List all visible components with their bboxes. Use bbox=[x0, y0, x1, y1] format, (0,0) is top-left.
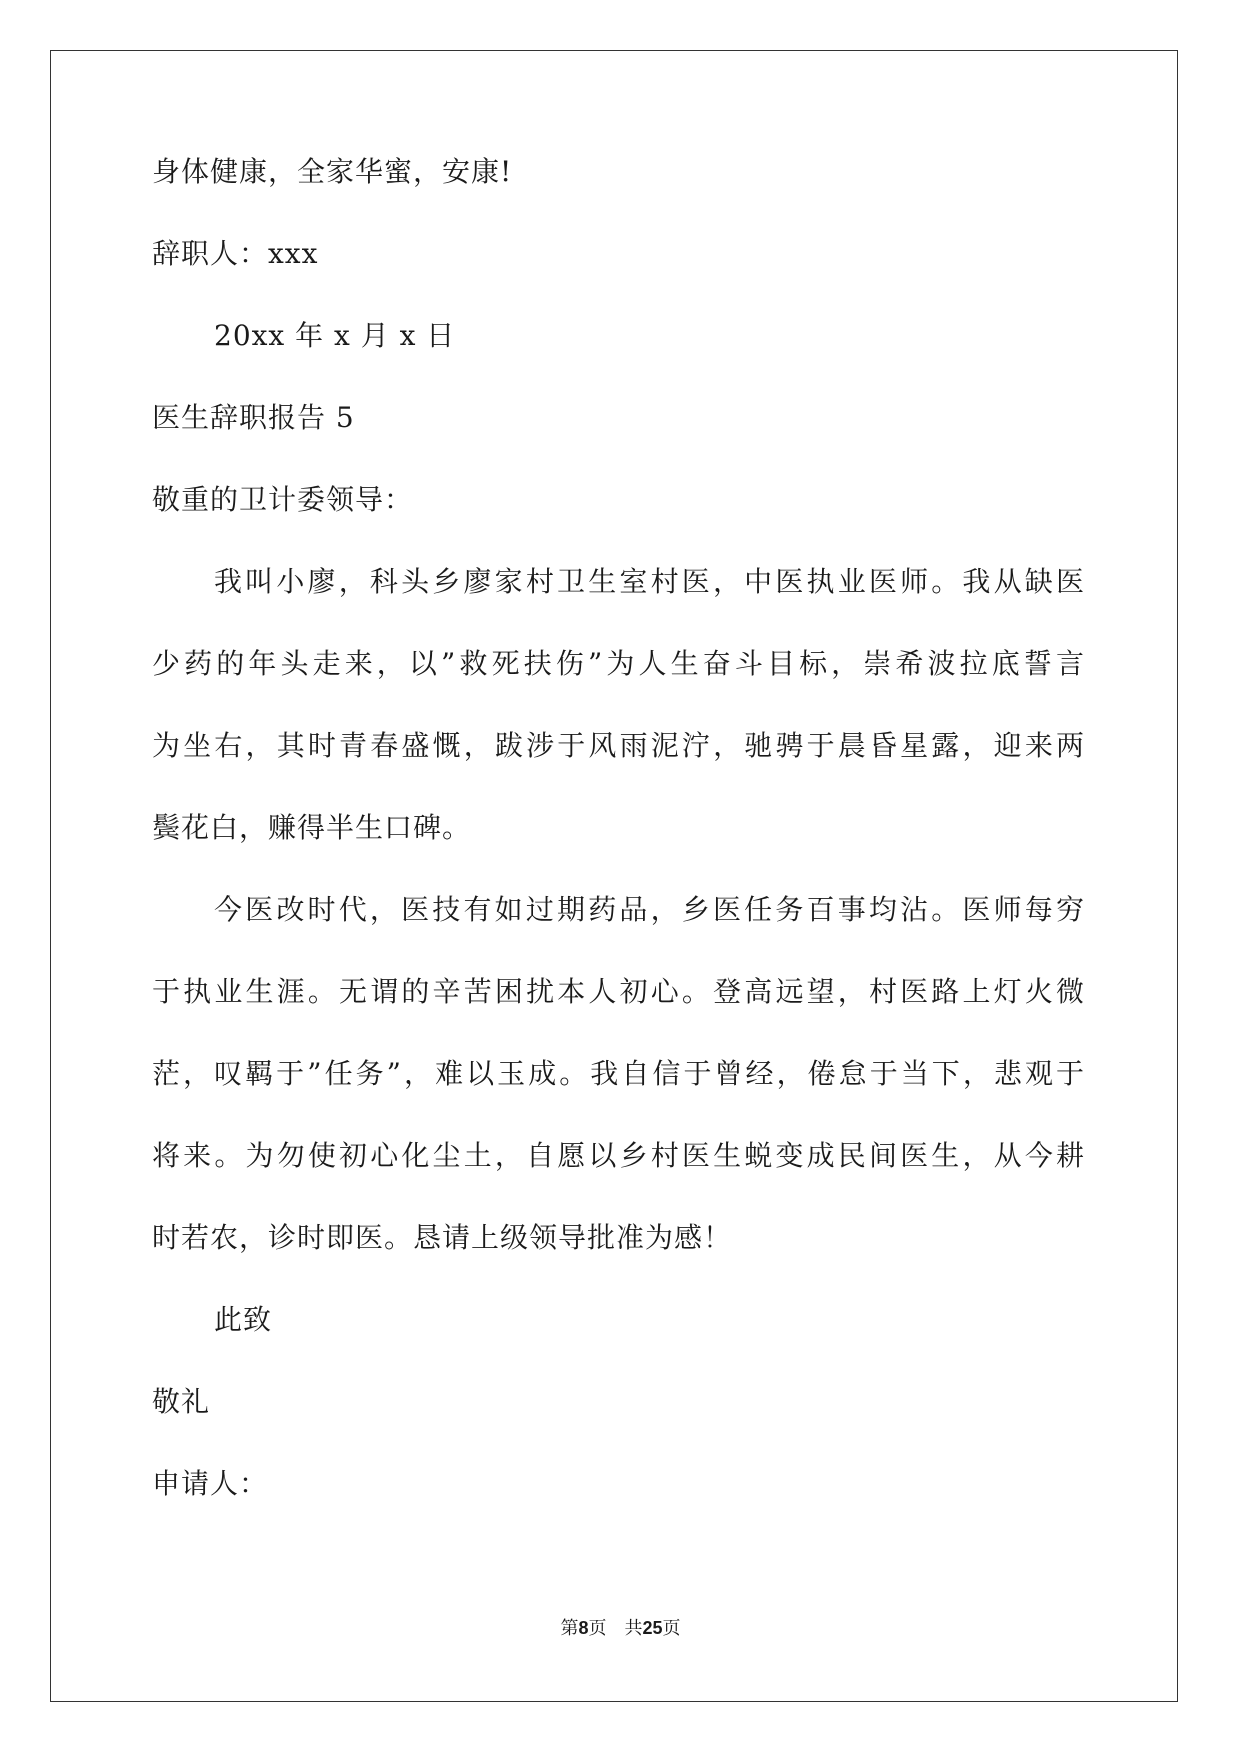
paragraph-2-line-5: 时若农，诊时即医。恳请上级领导批准为感！ bbox=[152, 1221, 733, 1254]
page-number: 8 bbox=[578, 1618, 589, 1638]
resignee-signature-line: 辞职人：xxx bbox=[152, 237, 319, 270]
paragraph-1-line-2: 少药的年头走来，以”救死扶伤”为人生奋斗目标，崇希波拉底誓言 bbox=[152, 647, 1084, 680]
paragraph-2-line-2: 于执业生涯。无谓的辛苦困扰本人初心。登高远望，村医路上灯火微 bbox=[152, 975, 1084, 1008]
paragraph-1-line-4: 鬓花白，赚得半生口碑。 bbox=[152, 811, 472, 844]
date-line: 20xx 年 x 月 x 日 bbox=[214, 319, 456, 352]
total-pages: 25 bbox=[642, 1618, 663, 1638]
closing-wish-line: 身体健康，全家华蜜，安康! bbox=[152, 155, 513, 188]
paragraph-1-line-3: 为坐右，其时青春盛慨，跋涉于风雨泥泞，驰骋于晨昏星露，迎来两 bbox=[152, 729, 1084, 762]
paragraph-2-line-4: 将来。为勿使初心化尘土，自愿以乡村医生蜕变成民间医生，从今耕 bbox=[152, 1139, 1084, 1172]
paragraph-2-line-1: 今医改时代，医技有如过期药品，乡医任务百事均沾。医师每穷 bbox=[214, 893, 1084, 926]
paragraph-1-line-1: 我叫小廖，科头乡廖家村卫生室村医，中医执业医师。我从缺医 bbox=[214, 565, 1084, 598]
page-footer bbox=[0, 1616, 1241, 1641]
page-suffix: 页 bbox=[588, 1618, 607, 1639]
closing-jingli: 敬礼 bbox=[152, 1385, 211, 1418]
closing-cizhi: 此致 bbox=[214, 1303, 273, 1336]
total-prefix: 共 bbox=[624, 1618, 643, 1639]
salutation-line: 敬重的卫计委领导： bbox=[152, 483, 414, 516]
page-prefix: 第 bbox=[560, 1618, 579, 1639]
paragraph-2-line-3: 茫，叹羁于”任务”，难以玉成。我自信于曾经，倦怠于当下，悲观于 bbox=[152, 1057, 1084, 1090]
total-suffix: 页 bbox=[662, 1618, 681, 1639]
page-border bbox=[50, 50, 1178, 1702]
applicant-line: 申请人： bbox=[152, 1467, 269, 1500]
section-title: 医生辞职报告 5 bbox=[152, 401, 355, 434]
